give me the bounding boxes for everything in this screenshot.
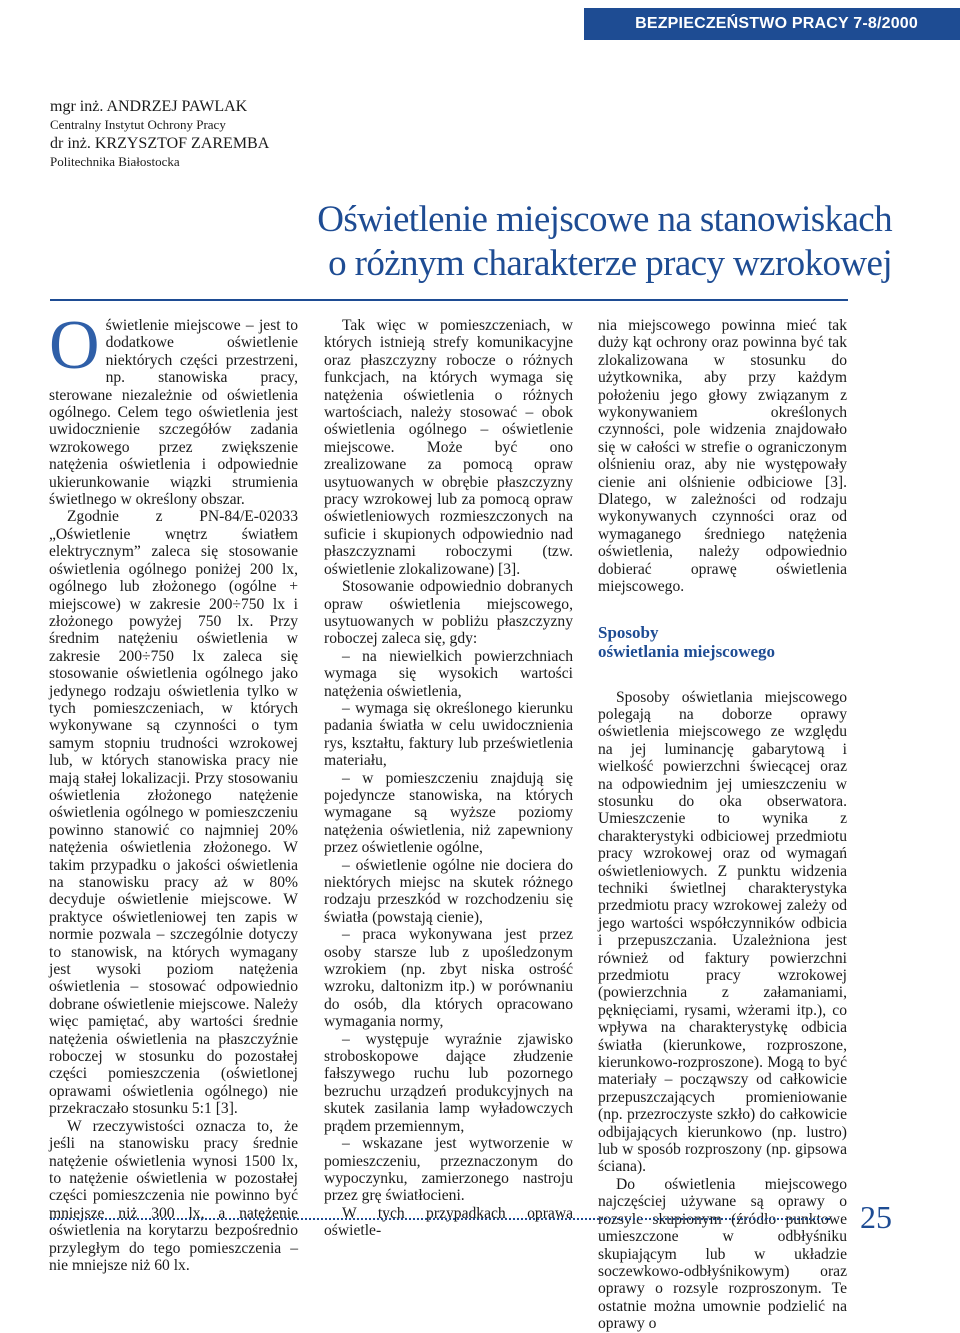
column-3	[598, 317, 847, 1333]
paragraph: Zgodnie z PN-84/E-02033 „Oświetlenie wnętrz światłem elektrycznym” zaleca się stosowanie oświetlenia ogólnego poniżej 200 lx, ogólnego lub złożonego (ogólne + miejscowe) w zakresie 200÷750 lx i złożonego powyżej 750 lx. Przy średnim natężeniu oświetlenia w zakresie 200÷750 lx zaleca się stosowanie oświetlenia ogólnego jako jedynego rodzaju oświetlenia tylko w tych pomieszczeniach, w których wykonywane są czynności o tym samym stopniu trudności wzrokowej lub, w których stanowiska pracy nie mają stałej lokalizacji. Przy stosowaniu oświetlenia złożonego natężenie oświetlenia ogólnego w pomieszczeniu powinno stanowić co najmniej 20% natężenia oświetlenia złożonego. W takim przypadku o jakości oświetlenia na stanowisku pracy aż w 80% decyduje oświetlenie miejscowe. W praktyce oświetleniowej ten zapis w normie pozwala – szczególnie dotyczy to stanowisk, na których wymagany jest wysoki poziom natężenia oświetlenia – stosować odpowiednio dobrane oświetlenie miejscowe. Należy więc pamiętać, aby wartości średnie natężenia oświetlenia na płaszczyźnie roboczej w stosunku do pozostałej części pomieszczenia (oświetlonej oprawami oświetlenia ogólnego) nie przekraczało stosunku 5:1 [3].	[49, 508, 298, 1118]
journal-header: BEZPIECZEŃSTWO PRACY 7-8/2000	[635, 15, 918, 32]
list-item: – praca wykonywana jest przez osoby starsze lub z upośledzonym wzrokiem (np. zbyt niska ostrość wzroku, daltonizm itp.) w porównaniu do osób, dla których opracowano wymagania normy,	[324, 926, 573, 1031]
list-item: – w pomieszczeniu znajdują się pojedyncze stanowiska, na których wymagane są wyższe poziomy natężenia oświetlenia, niż zapewniony przez oświetlenie ogólne,	[324, 769, 573, 857]
article-title	[317, 198, 892, 286]
section-heading-line: oświetlania miejscowego	[598, 641, 776, 661]
section-heading-line: Sposoby	[598, 622, 659, 642]
author-name: dr inż. KRZYSZTOF ZAREMBA	[50, 135, 270, 152]
paragraph: W rzeczywistości oznacza to, że jeśli na stanowisku pracy średnie natężenie oświetlenia wynosi 1500 lx, to natężenie oświetlenia w pozostałej części pomieszczenia nie powinno być mniejsze niż 300 lx, a natężenie oświetlenia na korytarzu bezpośrednio przyległym do tego pomieszczenia – nie mniejsze niż 60 lx.	[49, 1117, 298, 1274]
paragraph	[49, 307, 298, 509]
list-item: – oświetlenie ogólne nie dociera do niektórych miejsc na skutek różnego rodzaju przeszkód w rozchodzeniu się światła (powstają cienie),	[324, 856, 573, 926]
column-2	[324, 317, 573, 1240]
page-number: 25	[860, 1199, 892, 1235]
paragraph-text: świetlenie miejscowe – jest to dodatkowe oświetlenie niektórych części przestrzeni, np. stanowiska pracy, sterowane niezależnie od oświetlenia ogólnego. Celem tego oświetlenia jest uwidocznienie szczegółów zadania wzrokowego przez zwiększenie natężenia oświetlenia i odpowiednie ukierunkowanie wiązki strumienia świetlnego w określony obszar.	[49, 317, 298, 509]
author-affiliation: Politechnika Białostocka	[50, 154, 180, 169]
column-1	[49, 307, 298, 1274]
paragraph: Do oświetlenia miejscowego najczęściej używane są oprawy o rozsyle skupionym (źródło punktowe umieszczone w odbłyśniku skupiającym lub w układzie soczewkowo-odbłyśnikowym) oraz oprawy o rozsyle rozproszonym. Te ostatnie można umownie podzielić na oprawy o	[598, 1175, 847, 1333]
title-line-2: o różnym charakterze pracy wzrokowej	[328, 243, 892, 284]
paragraph: Tak więc w pomieszczeniach, w których istnieją strefy komunikacyjne oraz płaszczyzny robocze o różnych funkcjach, na których wymaga się natężenia oświetlenia o różnych wartościach, należy stosować – obok oświetlenia ogólnego – oświetlenie miejscowe. Może być ono zrealizowane za pomocą opraw usytuowanych w obrębie płaszczyzny pracy wzrokowej lub za pomocą opraw oświetleniowych rozmieszczonych na suficie i skupionych odpowiednio nad płaszczyznami roboczymi (tzw. oświetlenie zlokalizowane) [3].	[324, 317, 573, 578]
list-item: – wymaga się określonego kierunku padania światła w celu uwidocznienia rys, kształtu, faktury lub prześwietlenia materiału,	[324, 699, 573, 770]
title-line-1: Oświetlenie miejscowe na stanowiskach	[317, 199, 892, 240]
header-bar	[584, 8, 960, 40]
paragraph: Sposoby oświetlania miejscowego polegają na doborze oprawy oświetlenia miejscowego ze względu na jej luminancję gabarytową i wielkość powierzchni świecącej oraz na odpowiednim jej umieszczeniu w stosunku do oka obserwatora. Umieszczenie to wynika z charakterystyki odbiciowej przedmiotu pracy wzrokowej oraz od wymagań oświetleniowych. Z punktu widzenia techniki świetlnej charakterystyka przedmiotu pracy wzrokowej zależy od jego wartości współczynników odbicia i przepuszczania. Uzależniona jest również od faktury powierzchni przedmiotu pracy wzrokowej (powierzchnia z załamaniami, pęknięciami, rysami, wżerami itp.), co wpływa na charakterystykę odbicia światła (kierunkowe, rozproszone, kierunkowo-rozproszone). Mogą to być materiały – począwszy od całkowicie przepuszczających promieniowanie (np. przezroczyste szkło) do całkowicie odbijających kierunkowo (np. lustro) lub w sposób rozproszony (np. gipsowa ściana).	[598, 688, 847, 1176]
list-item: – na niewielkich powierzchniach wymaga się wysokich wartości natężenia oświetlenia,	[324, 647, 573, 700]
paragraph: nia miejscowego powinna mieć tak duży kąt ochrony oraz powinna być tak zlokalizowana w stosunku do użytkownika, aby przy każdym położeniu jego głowy związanym z wykonywaniem określonych czynności, pole widzenia znajdowało się w całości w strefie o ograniczonym olśnieniu oraz, aby nie występowały cienie ani olśnienie odbiciowe [3]. Dlatego, w zależności od rodzaju wykonywanych czynności oraz od wymaganego średniego natężenia oświetlenia, należy odpowiednio dobierać oprawę oświetlenia miejscowego.	[598, 317, 847, 596]
title-divider	[50, 299, 848, 301]
footer-divider	[50, 1218, 830, 1220]
drop-cap: O	[49, 307, 100, 384]
section-heading	[598, 623, 847, 661]
paragraph: Stosowanie odpowiednio dobranych opraw oświetlenia miejscowego, usytuowanych w pobliżu płaszczyzny roboczej zaleca się, gdy:	[324, 578, 573, 648]
list-item: – wskazane jest wytworzenie w pomieszczeniu, przeznaczonym do wypoczynku, zamierzonego nastroju przez grę światłocieni.	[324, 1135, 573, 1205]
paragraph: W tych przypadkach oprawa oświetle-	[324, 1204, 573, 1240]
author-name: mgr inż. ANDRZEJ PAWLAK	[50, 98, 248, 115]
author-affiliation: Centralny Instytut Ochrony Pracy	[50, 117, 226, 132]
authors-block	[50, 97, 269, 171]
list-item: – występuje wyraźnie zjawisko stroboskopowe dające złudzenie fałszywego ruchu lub pozornego bezruchu urządzeń produkcyjnych na skutek zasilania lamp wyładowczych prądem przemiennym,	[324, 1030, 573, 1135]
